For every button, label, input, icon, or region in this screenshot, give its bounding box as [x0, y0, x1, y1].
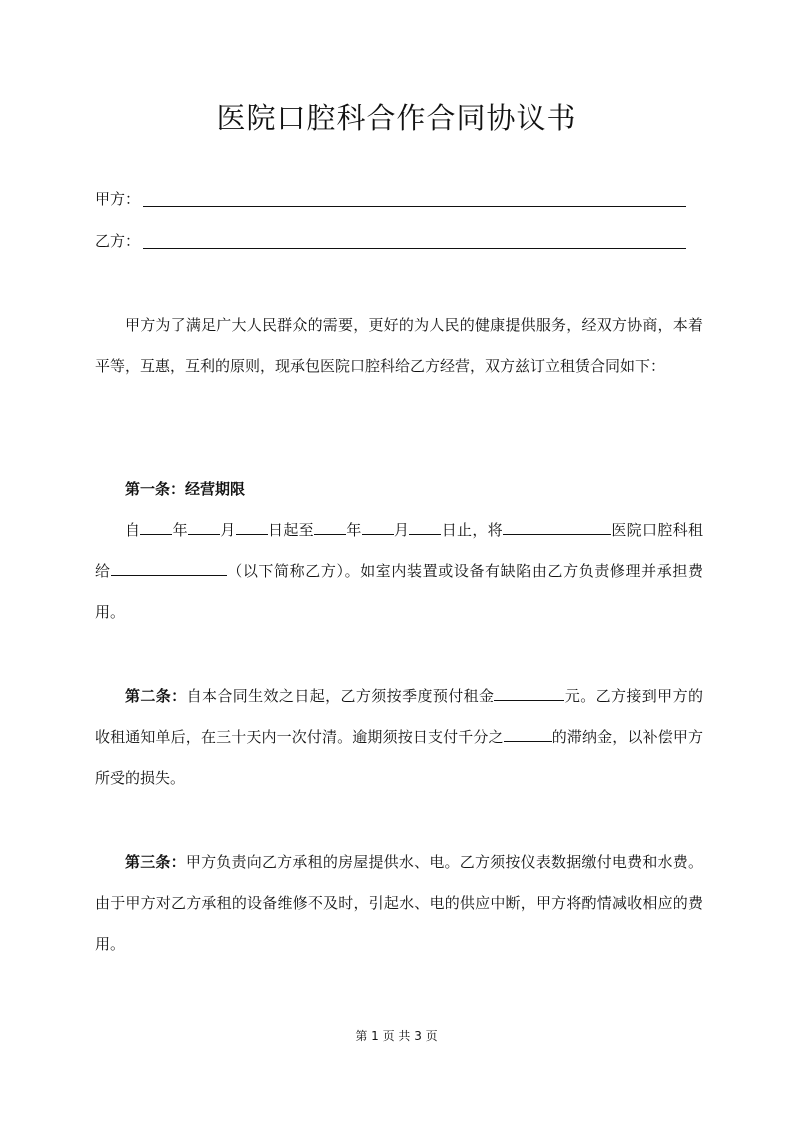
blank-lessor-name	[503, 520, 611, 535]
article-3	[95, 842, 703, 965]
party-b-blank-line	[143, 248, 686, 249]
party-b-label: 乙方：	[95, 232, 141, 250]
blank-end-day	[409, 520, 441, 535]
article-1-text: 月	[393, 521, 410, 539]
article-1-text: 自	[125, 521, 141, 539]
article-1-text: 月	[220, 521, 236, 539]
article-1-text: （以下简称乙方）。如室内装置或设备有缺陷由乙方负责修理并承担费用。	[95, 562, 703, 621]
article-2-text: 的滞纳金，以补偿甲方所受的损失。	[95, 728, 703, 787]
blank-late-fee-rate	[504, 727, 552, 742]
article-1-body	[95, 510, 703, 633]
article-2-text: 自本合同生效之日起，乙方须按季度预付租金	[186, 687, 495, 705]
blank-end-month	[362, 520, 394, 535]
article-1-heading: 第一条：经营期限	[125, 480, 246, 498]
blank-rent-amount	[494, 686, 564, 701]
page-footer: 第 1 页 共 3 页	[355, 1029, 438, 1043]
article-3-text: 甲方负责向乙方承租的房屋提供水、电。乙方须按仪表数据缴付电费和水费。由于甲方对乙方承租的设备维修不及时，引起水、电的供应中断，甲方将酌情减收相应的费用。	[95, 853, 703, 953]
article-3-heading: 第三条：	[125, 853, 186, 871]
party-a-label: 甲方：	[95, 190, 141, 208]
blank-end-year	[314, 520, 346, 535]
article-1-text: 年	[172, 521, 189, 539]
party-b-field	[95, 229, 140, 253]
blank-start-day	[236, 520, 268, 535]
article-1-text: 日止，将	[441, 521, 504, 539]
party-a-blank-line	[143, 206, 686, 207]
article-1-text: 医院口腔科租给	[95, 521, 703, 580]
party-a-field	[95, 187, 140, 211]
article-2-text: 元。乙方接到甲方的收租通知单后，在三十天内一次付清。逾期须按日支付千分之	[95, 687, 703, 746]
blank-start-month	[188, 520, 220, 535]
blank-lessee-name	[111, 561, 227, 576]
article-1	[95, 469, 703, 633]
article-2	[95, 676, 703, 799]
article-2-heading: 第二条：	[125, 687, 187, 705]
document-title: 医院口腔科合作合同协议书	[216, 101, 577, 135]
article-1-text: 年	[346, 521, 362, 539]
blank-start-year	[140, 520, 172, 535]
article-1-text: 日起至	[267, 521, 315, 539]
intro-paragraph: 甲方为了满足广大人民群众的需要，更好的为人民的健康提供服务，经双方协商，本着平等，互惠，互利的原则，现承包医院口腔科给乙方经营，双方兹订立租赁合同如下：	[95, 316, 703, 375]
